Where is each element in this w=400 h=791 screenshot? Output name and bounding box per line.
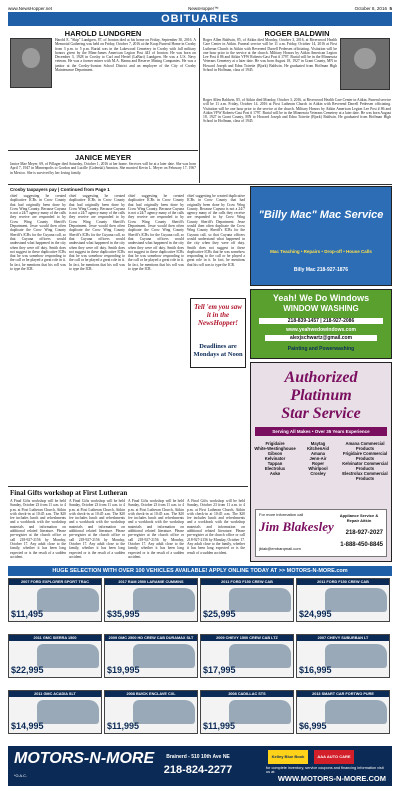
story-subhead: Crosby taxpayers pay | Continued from Page 1 <box>10 187 110 192</box>
billy-tag: Mac Teaching • Repairs • Drop-off • House Calls <box>270 249 372 254</box>
site-url[interactable]: www.NewsHopper.net <box>8 5 53 11</box>
vehicle-photo <box>229 700 291 724</box>
vehicle-name: 2009 CHEVY 1500 CREW CAB LTZ <box>201 635 293 641</box>
billy-brand: "Billy Mac" Mac Service <box>258 209 384 221</box>
vehicle-name: 2013 SMART CAR FORTWO PURE <box>297 691 389 697</box>
jim-phone-1[interactable]: 218-927-2027 <box>345 530 383 536</box>
win-sub: WINDOW WASHING <box>283 304 359 313</box>
jim-box <box>255 509 387 557</box>
deadline-text: Deadlines are Mondays at Noon <box>193 343 243 358</box>
aaa-badge: AAA AUTO CARE <box>314 750 354 764</box>
section-title: OBITUARIES <box>161 13 239 25</box>
dealer-website[interactable]: WWW.MOTORS-N-MORE.COM <box>277 774 386 783</box>
cars-banner-text[interactable]: HUGE SELECTION WITH OVER 100 VEHICLES AVAILABLE! APPLY ONLINE TODAY AT >> MOTORS-N-MORE.com <box>52 567 348 574</box>
brand-item: Maytag <box>310 441 326 446</box>
tell-em-text: Tell 'em you saw it in the NewsHopper! <box>194 303 242 327</box>
vehicle-name: 2017 RAM 2500 LARAMIE CUMMINS <box>105 579 197 585</box>
vehicle-price: $16,995 <box>299 665 332 675</box>
brand-item: Amana Commercial Products <box>345 441 385 451</box>
brand-item: Gibson <box>267 451 283 456</box>
auth-line-3: Star Service <box>281 405 361 422</box>
class-col-1: A Final Gifts workshop will be held Sunday, October 23 from 11 a.m. to 4 p.m. at First Lutheran Church, Aitkin with check-in at 10:45 a.m. The $20 fee includes lunch and refreshments and a workbook with the workshop materials and information on additional related literature. Please pre-register at the church office or call 218-927-2156 by Monday, October 17. Any adult close to the family, whether it has been long expected or is the result of a sudden accident. <box>10 499 66 559</box>
vehicle-photo <box>325 588 387 612</box>
vehicle-price: $6,995 <box>299 721 327 731</box>
vehicle-name: 2007 FORD EXPLORER SPORT TRAC <box>9 579 101 585</box>
vehicle-name: 2008 BUICK ENCLAVE CXL <box>105 691 197 697</box>
brand-item: Frigidaire <box>265 441 285 446</box>
issue-date: October 8, 2016 <box>354 5 387 11</box>
billy-mac-ad <box>250 186 392 286</box>
vehicle-listing[interactable] <box>296 578 390 622</box>
brand-item: Kelvinator Commercial Products <box>342 461 388 471</box>
win-email[interactable]: alexjschwartz@gmail.com <box>265 335 377 341</box>
brand-item: Roper <box>311 461 325 466</box>
vehicle-price: $14,995 <box>11 721 44 731</box>
vehicle-photo <box>37 700 99 724</box>
brand-item: Tappan <box>267 461 283 466</box>
obit-name-baldwin: ROGER BALDWIN <box>264 29 330 38</box>
vehicle-listing[interactable] <box>8 690 102 734</box>
brand-item: Jenn-Air <box>309 456 327 461</box>
page-header <box>8 4 392 12</box>
brand-item: Kelvinator <box>264 456 286 461</box>
obit-photo-lundgren <box>10 38 52 88</box>
vehicle-price: $25,995 <box>203 609 236 619</box>
obit-text-baldwin-cont: Roger Allen Baldwin, 85, of Aitkin died Monday, October 3, 2016, at Riverwood Health Care Center in Aitkin. Funeral service will be 11 a.m. Friday, October 14, 2016 at First Lutheran Church in Aitkin with Reverend Darrell Pedersen officiating. Visitation will be one hour prior to the service at the church. Military Honors by Aitkin American Legion Lee Post # 86 and Aitkin VFW Roberts-Gast Post # 1797. Burial will be in the Minnesota Veterans Cemetery at a later date. He was born August 18, 1927 in Grant County, MN to Howard Joseph and Edna Toirette (Bjork) Baldwin. He graduated from Hoffman High School in Hoffman, class of 1945. <box>203 98 391 124</box>
vehicle-listing[interactable] <box>296 634 390 678</box>
story-col-3: chief suggesting he created duplicative ICRs in Crow County that had originally been done by Crow Wing County. Because Cuyuna is not a 24/7 agency many of the calls they receive are responded to by Crow Wing County Sheriff's Department. Jesse would then often duplicate the Crow Wing County Sheriff's ICRs for the Cuyuna call, so that Cuyuna officers would understand what happened in the city when they were off duty. Smith does not suggest in these duplicative ICRs that he was somehow responding to the call or he played a great role in it. In fact, he mentions that his roll was to type the ICR. <box>128 194 184 272</box>
vehicle-price: $24,995 <box>299 609 332 619</box>
section-banner <box>8 12 392 26</box>
vehicle-price: $35,995 <box>107 609 140 619</box>
vehicle-name: 2009 GMC 2500 HD CREW CAB DURAMAX SLT <box>105 635 197 641</box>
vehicle-photo <box>229 588 291 612</box>
obit-text-baldwin: Roger Allen Baldwin, 85, of Aitkin died Monday, October 3, 2016, at Riverwood Health Care Center in Aitkin. Funeral service will be 11 a.m. Friday, October 14, 2016 at First Lutheran Church in Aitkin with Reverend Darrell Pedersen officiating. Visitation will be one hour prior to the service at the church. Military Honors by Aitkin American Legion Lee Post # 86 and Aitkin VFW Roberts-Gast Post # 1797. Burial will be in the Minnesota Veterans Cemetery at a later date. He was born August 18, 1927 in Grant County, MN to Howard Joseph and Edna Toirette (Bjork) Baldwin. He graduated from Hoffman High School in Hoffman, class of 1945. <box>203 38 337 73</box>
auth-strap: Serving All Makes • Over 35 Years Experience <box>255 427 387 436</box>
dealer-footer <box>8 746 392 786</box>
jim-service: Appliance Service & Repair Aitkin <box>339 513 379 523</box>
vehicle-price: $17,995 <box>203 665 236 675</box>
vehicle-price: $19,995 <box>107 665 140 675</box>
brand-item: Crosley <box>310 471 326 476</box>
vehicle-listing[interactable] <box>8 578 102 622</box>
story-col-4: chief suggesting he created duplicative ICRs in Crow County that had originally been done by Crow Wing County. Because Cuyuna is not a 24/7 agency many of the calls they receive are responded to by Crow Wing County Sheriff's Department. Jesse would then often duplicate the Crow Wing County Sheriff's ICRs for the Cuyuna call, so that Cuyuna officers would understand what happened in the city when they were off duty. Smith does not suggest in these duplicative ICRs that he was somehow responding to the call or he played a great role in it. In fact, he mentions that his roll was to type the ICR. <box>187 194 245 267</box>
paper-name: NewsHopper™ <box>188 5 219 11</box>
obit-text-lundgren: Harold E. "Skip" Lundgren, 87, of Ironton died at his home on Friday, September 30, 2016. A Memorial Gathering was held on Friday, October 7, 2016 at the Koop Funeral Home in Crosby from 3 p.m. to 5 p.m. Burial was in the Lakewood Cemetery in Crosby with full military honors given by the Minn-James American Legion Post 443 of Ironton. He was born on December 3, 1928 in Crosby to Carl and Hertel (LaBart) Lundgren. He was a U.S. Navy veteran. He was a former miner with M.A. Hanna and Reserve Mining Companies. He was a janitor at the Crosby-Ironton School District and an employee of the City of Crosby Maintenance Department. <box>55 38 196 73</box>
kbb-badge: Kelley Blue Book <box>268 750 308 764</box>
vehicle-listing[interactable] <box>200 578 294 622</box>
divider <box>8 184 392 185</box>
vehicle-listing[interactable] <box>296 690 390 734</box>
billy-phone: Billy Mac 218-927-1876 <box>293 267 349 273</box>
brands-col-c <box>340 441 390 481</box>
vehicle-listing[interactable] <box>104 690 198 734</box>
vehicle-photo <box>37 588 99 612</box>
story-col-2: chief suggesting he created duplicative ICRs in Crow County that had originally been done by Crow Wing County. Because Cuyuna is not a 24/7 agency many of the calls they receive are responded to by Crow Wing County Sheriff's Department. Jesse would then often duplicate the Crow Wing County Sheriff's ICRs for the Cuyuna call, so that Cuyuna officers would understand what happened in the city when they were off duty. Smith does not suggest in these duplicative ICRs that he was somehow responding to the call or he played a great role in it. In fact, he mentions that his roll was to type the ICR. <box>69 194 125 272</box>
vehicle-name: 2011 GMC SIERRA 1500 <box>9 635 101 641</box>
vehicle-photo <box>133 588 195 612</box>
vehicle-photo <box>325 700 387 724</box>
win-title: Yeah! We Do Windows <box>272 293 370 303</box>
vehicle-name: 2011 FORD F150 CREW CAB <box>201 579 293 585</box>
platinum-star-ad <box>250 362 392 562</box>
story-col-1: chief suggesting he created duplicative ICRs in Crow County that had originally been done by Crow Wing County. Because Cuyuna is not a 24/7 agency many of the calls they receive are responded to by Crow Wing County Sheriff's Department. Jesse would then often duplicate the Crow Wing County Sheriff's ICRs for the Cuyuna call, so that Cuyuna officers would understand what happened in the city when they were off duty. Smith does not suggest in these duplicative ICRs that he was somehow responding to the call or he played a great role in it. In fact, he mentions that his roll was to type the ICR. <box>10 194 66 272</box>
tell-em-ad <box>190 298 246 368</box>
jim-email[interactable]: jblak@embarqmail.com <box>259 546 301 551</box>
auth-line-1: Authorized <box>284 369 358 386</box>
vehicle-photo <box>133 644 195 668</box>
vehicle-listing[interactable] <box>200 634 294 678</box>
brand-item: Frigidaire Commercial Products <box>342 451 388 461</box>
jim-name: Jim Blakesley <box>259 519 334 534</box>
vehicle-listing[interactable] <box>200 690 294 734</box>
class-col-3: A Final Gifts workshop will be held Sunday, October 23 from 11 a.m. to 4 p.m. at First Lutheran Church, Aitkin with check-in at 10:45 a.m. The $20 fee includes lunch and refreshments and a workbook with the workshop materials and information on additional related literature. Please pre-register at the church office or call 218-927-2156 by Monday, October 17. Any adult close to the family, whether it has been long expected or is the result of a sudden accident. <box>128 499 184 559</box>
brand-item: Amana <box>311 451 325 456</box>
brand-item: Whirlpool <box>308 466 328 471</box>
vehicle-name: 2011 GMC ACADIA SLT <box>9 691 101 697</box>
class-col-4: A Final Gifts workshop will be held Sunday, October 23 from 11 a.m. to 4 p.m. at First Lutheran Church, Aitkin with check-in at 10:45 a.m. The $20 fee includes lunch and refreshments and a workbook with the workshop materials and information on additional related literature. Please pre-register at the church office or call 218-927-2156 by Monday, October 17. Any adult close to the family, whether it has been long expected or is the result of a sudden accident. <box>187 499 245 555</box>
cars-banner <box>8 566 392 576</box>
window-washing-ad <box>250 289 392 359</box>
vehicle-price: $11,995 <box>107 721 140 731</box>
vehicle-listing[interactable] <box>104 578 198 622</box>
brands-col-a <box>254 441 296 476</box>
brand-item: Askø <box>269 471 281 476</box>
oac-note: *O.A.C. <box>14 774 27 778</box>
brands-col-b <box>297 441 339 476</box>
vehicle-price: $11,995 <box>203 721 236 731</box>
vehicle-name: 2011 FORD F150 CREW CAB <box>297 579 389 585</box>
vehicle-photo <box>37 644 99 668</box>
vehicle-price: $22,995 <box>11 665 44 675</box>
vehicle-price: $11,495 <box>11 609 44 619</box>
vehicle-name: 2008 CADILLAC STS <box>201 691 293 697</box>
dealer-phone[interactable]: 218-824-2277 <box>163 764 233 776</box>
brand-item: Electrolux <box>264 466 286 471</box>
brand-item: Electrolux Commercial Products <box>342 471 388 481</box>
obit-text-meyer: Janice Mae Meyer, 69, of Pillager died Saturday, October 1, 2016 at her home. Services will be at a later date. She was born April 7, 1947 in Minneapolis to Gordon and Lucille (Golenski) Amnion. She married Kevin L. Meyer on February 17, 1967 in Mexico. She is survived by her loving family. <box>10 162 196 175</box>
divider <box>8 150 198 151</box>
win-paint: Painting and Powerwashing <box>287 346 355 352</box>
auth-line-2: Platinum <box>290 387 352 404</box>
obit-photo-baldwin <box>340 38 390 90</box>
divider <box>8 486 248 487</box>
vehicle-photo <box>229 644 291 668</box>
obit-name-meyer: JANICE MEYER <box>74 153 132 162</box>
column-divider <box>199 28 200 183</box>
vehicle-photo <box>133 700 195 724</box>
jim-phone-2[interactable]: 1-888-450-8845 <box>340 542 383 548</box>
dealer-brand: MOTORS-N-MORE <box>14 750 155 767</box>
dealer-address: Brainerd - 510 10th Ave NE <box>166 754 230 760</box>
win-phone[interactable]: 218-839-1457 | 218-927-2086 <box>259 318 383 324</box>
brand-item: White-Westinghouse <box>254 446 296 451</box>
vehicle-listing[interactable] <box>8 634 102 678</box>
vehicle-photo <box>325 644 387 668</box>
obit-name-lundgren: HAROLD LUNDGREN <box>64 29 142 38</box>
win-web[interactable]: www.yeahwedowindows.com <box>286 327 356 333</box>
jim-info: For more information call <box>259 512 304 517</box>
vehicle-name: 2007 CHEVY SUBURBAN LT <box>297 635 389 641</box>
finance-note: for complete inventory, service coupons and financing information visit us at: <box>266 766 384 774</box>
class-col-2: A Final Gifts workshop will be held Sunday, October 23 from 11 a.m. to 4 p.m. at First Lutheran Church, Aitkin with check-in at 10:45 a.m. The $20 fee includes lunch and refreshments and a workbook with the workshop materials and information on additional related literature. Please pre-register at the church office or call 218-927-2156 by Monday, October 17. Any adult close to the family, whether it has been long expected or is the result of a sudden accident. <box>69 499 125 559</box>
brand-item: KitchenAid <box>306 446 330 451</box>
vehicle-listing[interactable] <box>104 634 198 678</box>
page-number: 5 <box>389 5 392 11</box>
class-heading: Final Gifts workshop at First Lutheran <box>10 489 128 497</box>
